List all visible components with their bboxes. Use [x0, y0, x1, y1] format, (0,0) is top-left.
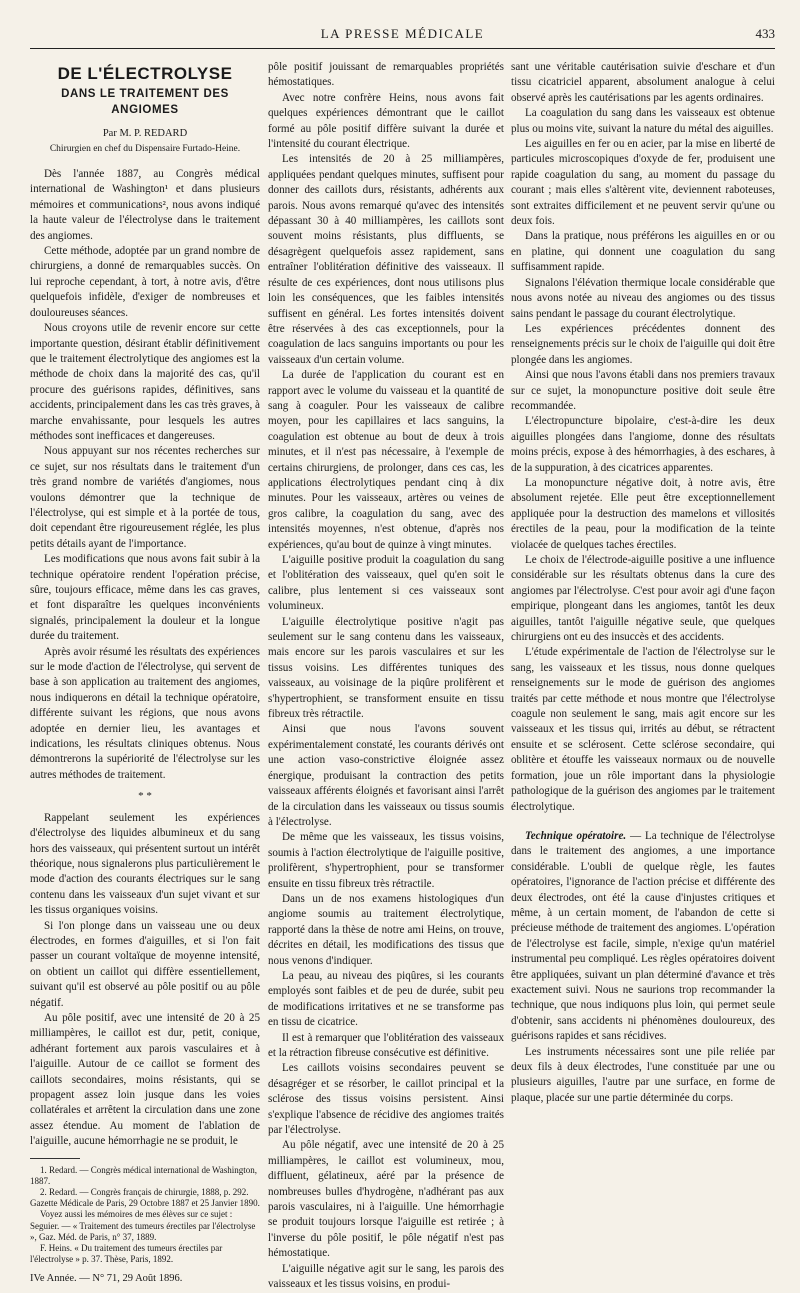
- paragraph: Les intensités de 20 à 25 milliampères, appliquées pendant quelques minutes, suffisent pour donner des caillots durs, résistants, adhérents aux parois. Nous avons remarqué qu'avec des intensités dépassant 30 à 40 milliampères, les caillots sont souvent moins résistants, plus diffluents, se désagrègent quelquefois assez rapidement, sans entraîner l'oblitération définitive des vaisseaux. Il résulte de ces expériences, dont nous utilisons plus loin les conséquences, que les faibles intensités suffisent en général. Les fortes intensités doivent être réservées à des cas exceptionnels, pour la coagulation de lacs sanguins importants ou pour les vaisseaux d'un certain volume.: [268, 153, 504, 366]
- paragraph: Après avoir résumé les résultats des expériences sur le mode d'action de l'électrolyse, qui servent de base à son application au traitement des angiomes, nous indiquerons en détail la technique opératoire, différente suivant les régions, que nous avons adoptée en dernier lieu, les avantages et indications, les résultats cliniques obtenus. Nous démontrerons la supériorité de l'électrolyse sur les autres méthodes de traitement.: [30, 645, 260, 781]
- technique-paragraph: [511, 829, 775, 1045]
- paragraph: L'aiguille négative agit sur le sang, les parois des vaisseaux et les tissus voisins, en produi-: [268, 1262, 504, 1291]
- paragraph: Cette méthode, adoptée par un grand nombre de chirurgiens, a donné de remarquables succès. On lui reproche cependant, à tort, à notre avis, d'être quelquefois infidèle, d'exiger de nombreuses et douloureuses séances.: [30, 245, 260, 319]
- article-title: DE L'ÉLECTROLYSE: [57, 64, 233, 83]
- footnote-rule: [30, 1158, 80, 1159]
- paragraph: Dans la pratique, nous préférons les aiguilles en or ou en platine, qui donnent une coagulation du sang suffisamment rapide.: [511, 230, 775, 274]
- paragraph: Il est à remarquer que l'oblitération des vaisseaux et la rétraction fibreuse consécutive est définitive.: [268, 1031, 504, 1059]
- issue-line: IVe Année. — N° 71, 29 Août 1896.: [30, 1273, 183, 1285]
- paragraph: sant une véritable cautérisation suivie d'eschare et d'un tissu cicatriciel apparent, absolument analogue à celui observé après les cautérisations par les agents ordinaires.: [511, 61, 775, 104]
- paragraph: Dans un de nos examens histologiques d'un angiome soumis au traitement électrolytique, rapporté dans la thèse de notre ami Heins, on trouve, décrites en détail, les modifications des tissus que nous venons d'indiquer.: [268, 892, 504, 967]
- paragraph: L'électropuncture bipolaire, c'est-à-dire les deux aiguilles plongées dans l'angiome, donne des résultats moins précis, expose à des hémorrhagies, à des eschares, à de la suppuration, à des cicatrices apparentes.: [511, 415, 775, 474]
- footnotes: [30, 1165, 260, 1266]
- paragraph: Ainsi que nous l'avons établi dans nos premiers travaux sur ce sujet, la monopuncture positive doit seule être recommandée.: [511, 369, 775, 412]
- paragraph: Avec notre confrère Heins, nous avons fait quelques expériences démontrant que le caillot formé au pôle positif diffère suivant la durée et l'intensité du courant électrique.: [268, 91, 504, 151]
- page-number: 433: [755, 26, 775, 41]
- paragraph: Les caillots voisins secondaires peuvent se désagréger et se résorber, le caillot principal et la sclérose des tissus voisins persistent. Ainsi s'explique l'absence de récidive des angiomes traités par l'électrolyse.: [268, 1062, 504, 1137]
- paragraph: L'aiguille positive produit la coagulation du sang et l'oblitération des vaisseaux, quel qu'en soit le calibre, plus lentement si ces vaisseaux sont volumineux.: [268, 554, 504, 613]
- technique-text: — La technique de l'électrolyse dans le traitement des angiomes, a une importance considérable. L'oubli de quelque règle, les fautes opératoires, l'ignorance de l'action précise et différente des deux électrodes, ont été la cause d'injustes critiques et même, à un certain moment, de l'abandon de cette si précieuse méthode de traitement des angiomes. L'opération de l'électrolyse est facile, simple, n'exige qu'un matériel instrumental peu compliqué. Les règles opératoires doivent être appliquées, suivant un plan déterminé d'avance et très exactement suivi. Nous ne saurions trop recommander la technique, que nous indiquons plus loin, qui permet seule d'obtenir, sans accidents ni phénomènes douloureux, des guérisons rapides et sans récidives.: [511, 829, 775, 1043]
- paragraph: La coagulation du sang dans les vaisseaux est obtenue plus ou moins vite, suivant la nature du métal des aiguilles.: [511, 107, 775, 135]
- paragraph: Les instruments nécessaires sont une pile reliée par deux fils à deux électrodes, l'une constituée par une ou plusieurs aiguilles, l'autre par une surface, en forme de plaque, placée sur une partie déterminée du corps.: [511, 1045, 775, 1104]
- column-2: [268, 60, 504, 1293]
- article-byline: Par M. P. REDARD: [102, 128, 188, 140]
- paragraph: L'aiguille électrolytique positive n'agit pas seulement sur le sang contenu dans les vaisseaux, mais encore sur les parois vasculaires et sur les tissus voisins. Les différentes tuniques des vaisseaux, au voisinage de la piqûre prolifèrent et s'hypertrophient, se transforment ensuite en tissu fibreux très rétractile.: [268, 615, 504, 721]
- footnote: F. Heins. « Du traitement des tumeurs érectiles par l'électrolyse » p. 37. Thèse, Paris, 1892.: [30, 1243, 223, 1265]
- paragraph: Nous appuyant sur nos récentes recherches sur ce sujet, sur nos résultats dans le traitement d'un très grand nombre de variétés d'angiomes, nous voulons démontrer que la technique de l'électrolyse, qui est simple et à la portée de tous, doit cependant être rigoureusement réglée, les plus petits détails ayant de l'importance.: [30, 445, 260, 550]
- section-separator: * *: [138, 790, 152, 803]
- section-heading: Technique opératoire.: [525, 829, 627, 842]
- footnote: 1. Redard. — Congrès médical international de Washington, 1887.: [30, 1164, 258, 1186]
- paragraph: Dès l'année 1887, au Congrès médical international de Washington¹ et dans plusieurs mémoires et communications², nous avons indiqué la haute valeur de l'électrolyse dans le traitement des angiomes.: [30, 168, 260, 242]
- paragraph: Ainsi que nous l'avons souvent expérimentalement constaté, les courants dérivés ont une action vaso-constrictive éloignée assez énergique, produisant la contraction des petits vaisseaux afférents éloignés et favorisant ainsi l'arrêt de la circulation dans les vaisseaux ou tissus soumis à l'électrolyse.: [268, 723, 504, 828]
- paragraph: Les aiguilles en fer ou en acier, par la mise en liberté de particules microscopiques d'oxyde de fer, produisent une rapide coagulation du sang, au moment du passage du courant ; mais elles s'altèrent vite, deviennent raboteuses, sont extraites difficilement et ne peuvent servir qu'une ou deux fois.: [511, 138, 775, 228]
- paragraph: De même que les vaisseaux, les tissus voisins, soumis à l'action électrolytique de l'aiguille positive, prolifèrent, s'hypertrophient, pour se transformer ensuite en tissu fibreux très rétractile.: [268, 831, 504, 890]
- column-3: [511, 60, 775, 1106]
- paragraph: Les modifications que nous avons fait subir à la technique opératoire rendent l'opération précise, sûre, toujours efficace, même dans les cas graves, et font disparaître les quelques inconvénients signalés, principalement la douleur et la longue durée du traitement.: [30, 553, 260, 643]
- paragraph: L'étude expérimentale de l'action de l'électrolyse sur le sang, les vaisseaux et les tissus, nous donne quelques renseignements sur le mode de guérison des angiomes traités par cette méthode et nous montre que l'électrolyse coagule non seulement le sang, mais agit encore sur les vaisseaux et les tissus qui, irrités au début, se rétractent ensuite et se sclérosent. Cette sclérose secondaire, qui oblitère et étouffe les vaisseaux normaux ou de nouvelle formation, joue un rôle important dans la physiologie pathologique de la guérison des angiomes par le traitement électrolytique.: [511, 646, 775, 813]
- column-1: [30, 66, 260, 1287]
- page-header: [30, 26, 775, 46]
- paragraph: Les expériences précédentes donnent des renseignements précis sur le choix de l'aiguille qui doit être plongée dans les angiomes.: [511, 322, 775, 366]
- paragraph: Rappelant seulement les expériences d'électrolyse des liquides albumineux et du sang hors des vaisseaux, qui présentent surtout un intérêt théorique, nous signalerons plus particulièrement le mode d'action des courants électriques sur le sang contenu dans les vaisseaux d'un sujet vivant et sur les tissus organiques voisins.: [30, 811, 260, 917]
- paragraph: Au pôle négatif, avec une intensité de 20 à 25 milliampères, le caillot est volumineux, mou, diffluent, gélatineux, aéré par la présence de nombreuses bulles d'hydrogène, n'adhérant pas aux parois vasculaires, ni à l'aiguille. Une hémorrhagie se produit toujours lorsque l'aiguille est retirée ; à l'inverse du pôle positif, le pôle négatif n'est pas hémostatique.: [268, 1139, 504, 1260]
- paragraph: La peau, au niveau des piqûres, si les courants employés sont faibles et de peu de durée, subit peu de modifications irritatives et ne se transforme pas en tissu de cicatrice.: [268, 969, 504, 1029]
- article-subtitle: DANS LE TRAITEMENT DES ANGIOMES: [61, 88, 229, 116]
- paragraph: La durée de l'application du courant est en rapport avec le volume du vaisseau et la quantité de sang à coaguler. Pour les vaisseaux de calibre moyen, pour les capillaires et lacs sanguins, la coagulation est obtenue au bout de deux à trois minutes, et il n'est pas nécessaire, à l'exemple de certains chirurgiens, de prolonger, dans ces cas, les applications électrolytiques pendant cinq à dix minutes. Pour les vaisseaux, artères ou veines de gros calibre, la coagulation du sang, avec des intensités moyennes, n'est obtenue, d'après nos expériences, qu'au bout de quinze à vingt minutes.: [268, 369, 504, 551]
- paragraph: Le choix de l'électrode-aiguille positive a une influence considérable sur les résultats obtenus dans la cure des angiomes par l'électrolyse. C'est pour avoir agi d'une façon empirique, plongeant dans les angiomes, tantôt les deux aiguilles, tantôt l'aiguille négative seule, que quelques chirurgiens ont eu des insuccès et des accidents.: [511, 554, 775, 644]
- footnote: 2. Redard. — Congrès français de chirurgie, 1888, p. 292. Gazette Médicale de Paris, 29 Octobre 1887 et 25 Janvier 1890.: [30, 1187, 260, 1209]
- paragraph: Au pôle positif, avec une intensité de 20 à 25 milliampères, le caillot est dur, petit, conique, adhérant fortement aux parois vasculaires et à l'aiguille. Autour de ce caillot se forment des caillots secondaires, moins résistants, qui se propagent assez loin jusque dans les voies collatérales et arrêtent la circulation dans une zone assez étendue. Au moment de l'ablation de l'aiguille, aucune hémorrhagie ne se produit, le: [30, 1011, 260, 1148]
- header-rule: [30, 48, 775, 49]
- journal-title: LA PRESSE MÉDICALE: [320, 26, 485, 41]
- article-affiliation: Chirurgien en chef du Dispensaire Furtado-Heine.: [49, 143, 241, 154]
- section-gap: [511, 815, 775, 829]
- paragraph: Si l'on plonge dans un vaisseau une ou deux électrodes, en formes d'aiguilles, et si l'on fait passer un courant voltaïque de moyenne intensité, on obtient un caillot qui diffère essentiellement, suivant qu'il est observé au pôle positif ou au pôle négatif.: [30, 919, 260, 1009]
- footnote: Voyez aussi les mémoires de mes élèves sur ce sujet : Seguier. — « Traitement des tumeurs érectiles par l'électrolyse », Gaz. Méd. de Paris, n° 37, 1889.: [30, 1209, 256, 1242]
- paragraph: La monopuncture négative doit, à notre avis, être absolument rejetée. Elle peut être exceptionnellement appliquée pour la destruction des mamelons et villosités érectiles de la peau, pour la modification de la teinte violacée de quelques taches érectiles.: [511, 476, 775, 551]
- paragraph: Signalons l'élévation thermique locale considérable que nous avons notée au niveau des angiomes ou des tissus sains pendant le passage du courant électrolytique.: [511, 276, 775, 320]
- paragraph: Nous croyons utile de revenir encore sur cette importante question, désirant établir définitivement que le traitement électrolytique des angiomes est la méthode de choix dans la majorité des cas, qu'il procure des guérisons rapides, définitives, sans accidents, principalement dans les cas très graves, à marche envahissante, pour lesquels les autres méthodes sont inefficaces et dangereuses.: [30, 322, 260, 442]
- paragraph: pôle positif jouissant de remarquables propriétés hémostatiques.: [268, 61, 504, 89]
